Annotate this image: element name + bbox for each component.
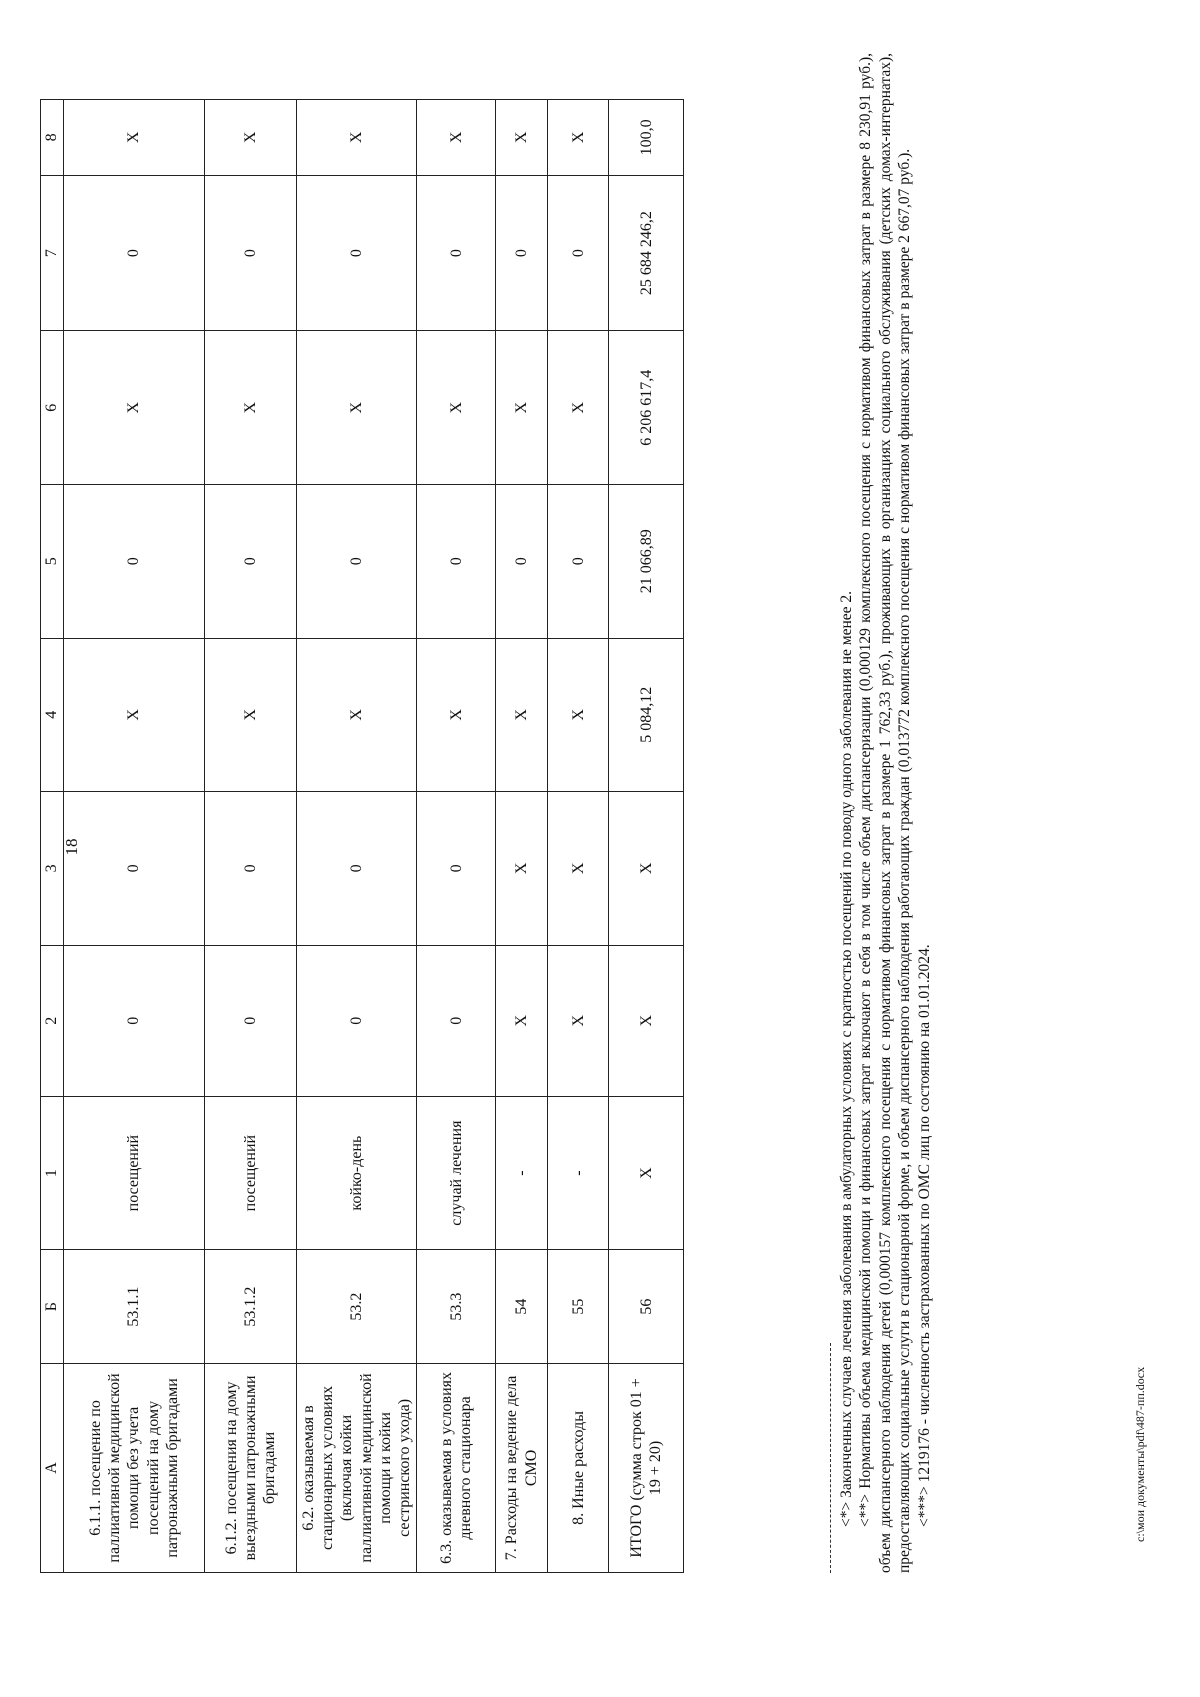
row-col7-cell: 25 684 246,2: [609, 175, 684, 331]
data-table: [40, 99, 684, 1573]
col-header-2: 2: [41, 945, 64, 1096]
row-col7-cell: 0: [64, 175, 205, 331]
row-col2-cell: 0: [297, 945, 417, 1096]
row-col8-cell: Х: [64, 100, 205, 176]
row-col4-cell: Х: [205, 638, 297, 792]
row-col7-cell: 0: [417, 175, 496, 331]
footnote-2: <**> Нормативы объема медицинской помощи и финансовых затрат включают в себя в том числе объем диспансеризации (0,000129 комплексного посещения с нормативом финансовых затрат в размере 8 230,91 руб.), объем диспансерного наблюдения детей (0,000157 комплексного посещения с нормативом финансовых затрат в размере 1 762,33 руб.), проживающих в организациях социального обслуживания (детских домах-интернатах), предоставляющих социальные услуги в стационарной форме, и объем диспансерного наблюдения работающих граждан (0,013772 комплексного посещения с нормативом финансовых затрат в размере 2 667,07 руб.).: [857, 53, 914, 1573]
row-col5-cell: 0: [297, 485, 417, 639]
row-code-cell: 54: [496, 1250, 548, 1363]
table-row: [548, 100, 609, 1573]
row-name-cell: 6.2. оказываемая в стационарных условиях (включая койки паллиативной медицинской помощи и койки сестринского ухода): [297, 1363, 417, 1572]
row-col8-cell: 100,0: [609, 100, 684, 176]
row-col4-cell: Х: [297, 638, 417, 792]
row-col6-cell: Х: [417, 331, 496, 485]
row-col4-cell: Х: [548, 638, 609, 792]
footnote-1: <*> Законченных случаев лечения заболевания в амбулаторных условиях с кратностью посещений по поводу одного заболевания не менее 2.: [838, 590, 855, 1527]
table-row: [417, 100, 496, 1573]
row-col5-cell: 0: [417, 485, 496, 639]
row-col5-cell: 0: [205, 485, 297, 639]
table-row: [64, 100, 205, 1573]
row-col8-cell: Х: [417, 100, 496, 176]
row-col8-cell: Х: [205, 100, 297, 176]
row-col3-cell: Х: [548, 792, 609, 946]
row-code-cell: 56: [609, 1250, 684, 1363]
row-col5-cell: 0: [64, 485, 205, 639]
row-name-cell: 6.1.1. посещение по паллиативной медицинской помощи без учета посещений на дому патронажными бригадами: [64, 1363, 205, 1572]
row-name-cell: ИТОГО (сумма строк 01 + 19 + 20): [609, 1363, 684, 1572]
row-unit-cell: -: [496, 1096, 548, 1250]
table-total-row: [609, 100, 684, 1573]
row-col3-cell: 0: [417, 792, 496, 946]
row-unit-cell: посещений: [64, 1096, 205, 1250]
row-col5-cell: 0: [496, 485, 548, 639]
col-header-7: 7: [41, 175, 64, 331]
col-header-a: А: [41, 1363, 64, 1572]
row-col7-cell: 0: [496, 175, 548, 331]
row-col8-cell: Х: [496, 100, 548, 176]
row-unit-cell: Х: [609, 1096, 684, 1250]
table-row: [205, 100, 297, 1573]
row-name-cell: 8. Иные расходы: [548, 1363, 609, 1572]
row-col6-cell: Х: [496, 331, 548, 485]
row-col2-cell: Х: [609, 945, 684, 1096]
row-col6-cell: Х: [297, 331, 417, 485]
row-col2-cell: 0: [417, 945, 496, 1096]
col-header-6: 6: [41, 331, 64, 485]
row-unit-cell: посещений: [205, 1096, 297, 1250]
row-col3-cell: Х: [496, 792, 548, 946]
table-row: [297, 100, 417, 1573]
row-col8-cell: Х: [297, 100, 417, 176]
footnotes: [830, 53, 934, 1573]
row-col7-cell: 0: [548, 175, 609, 331]
row-code-cell: 53.3: [417, 1250, 496, 1363]
row-code-cell: 53.2: [297, 1250, 417, 1363]
col-header-1: 1: [41, 1096, 64, 1250]
row-col4-cell: Х: [64, 638, 205, 792]
footer-file-path: c:\мои документы\pdf\487-пп.docx: [1133, 1366, 1147, 1542]
table-row: [496, 100, 548, 1573]
col-header-b: Б: [41, 1250, 64, 1363]
row-unit-cell: койко-день: [297, 1096, 417, 1250]
row-code-cell: 53.1.1: [64, 1250, 205, 1363]
col-header-3: 3: [41, 792, 64, 946]
row-col4-cell: Х: [496, 638, 548, 792]
footnote-3: <***> 1219176 - численность застрахованных по ОМС лиц по состоянию на 01.01.2024.: [915, 944, 933, 1527]
row-col4-cell: 5 084,12: [609, 638, 684, 792]
row-col7-cell: 0: [205, 175, 297, 331]
col-header-4: 4: [41, 638, 64, 792]
table-header-row: [41, 100, 64, 1573]
row-col2-cell: Х: [548, 945, 609, 1096]
row-code-cell: 53.1.2: [205, 1250, 297, 1363]
row-col6-cell: Х: [205, 331, 297, 485]
row-col5-cell: 21 066,89: [609, 485, 684, 639]
row-col7-cell: 0: [297, 175, 417, 331]
row-unit-cell: случай лечения: [417, 1096, 496, 1250]
row-col6-cell: 6 206 617,4: [609, 331, 684, 485]
row-name-cell: 6.1.2. посещения на дому выездными патронажными бригадами: [205, 1363, 297, 1572]
col-header-8: 8: [41, 100, 64, 176]
row-col2-cell: Х: [496, 945, 548, 1096]
row-col3-cell: Х: [609, 792, 684, 946]
row-name-cell: 6.3. оказываемая в условиях дневного стационара: [417, 1363, 496, 1572]
row-col6-cell: Х: [64, 331, 205, 485]
col-header-5: 5: [41, 485, 64, 639]
row-col2-cell: 0: [205, 945, 297, 1096]
row-col5-cell: 0: [548, 485, 609, 639]
row-col8-cell: Х: [548, 100, 609, 176]
row-col3-cell: 0: [205, 792, 297, 946]
footnote-separator: [830, 1343, 831, 1573]
row-col4-cell: Х: [417, 638, 496, 792]
row-col2-cell: 0: [64, 945, 205, 1096]
page-number: 18: [62, 838, 81, 856]
row-col3-cell: 0: [64, 792, 205, 946]
row-col6-cell: Х: [548, 331, 609, 485]
row-code-cell: 55: [548, 1250, 609, 1363]
row-unit-cell: -: [548, 1096, 609, 1250]
row-name-cell: 7. Расходы на ведение дела СМО: [496, 1363, 548, 1572]
row-col3-cell: 0: [297, 792, 417, 946]
